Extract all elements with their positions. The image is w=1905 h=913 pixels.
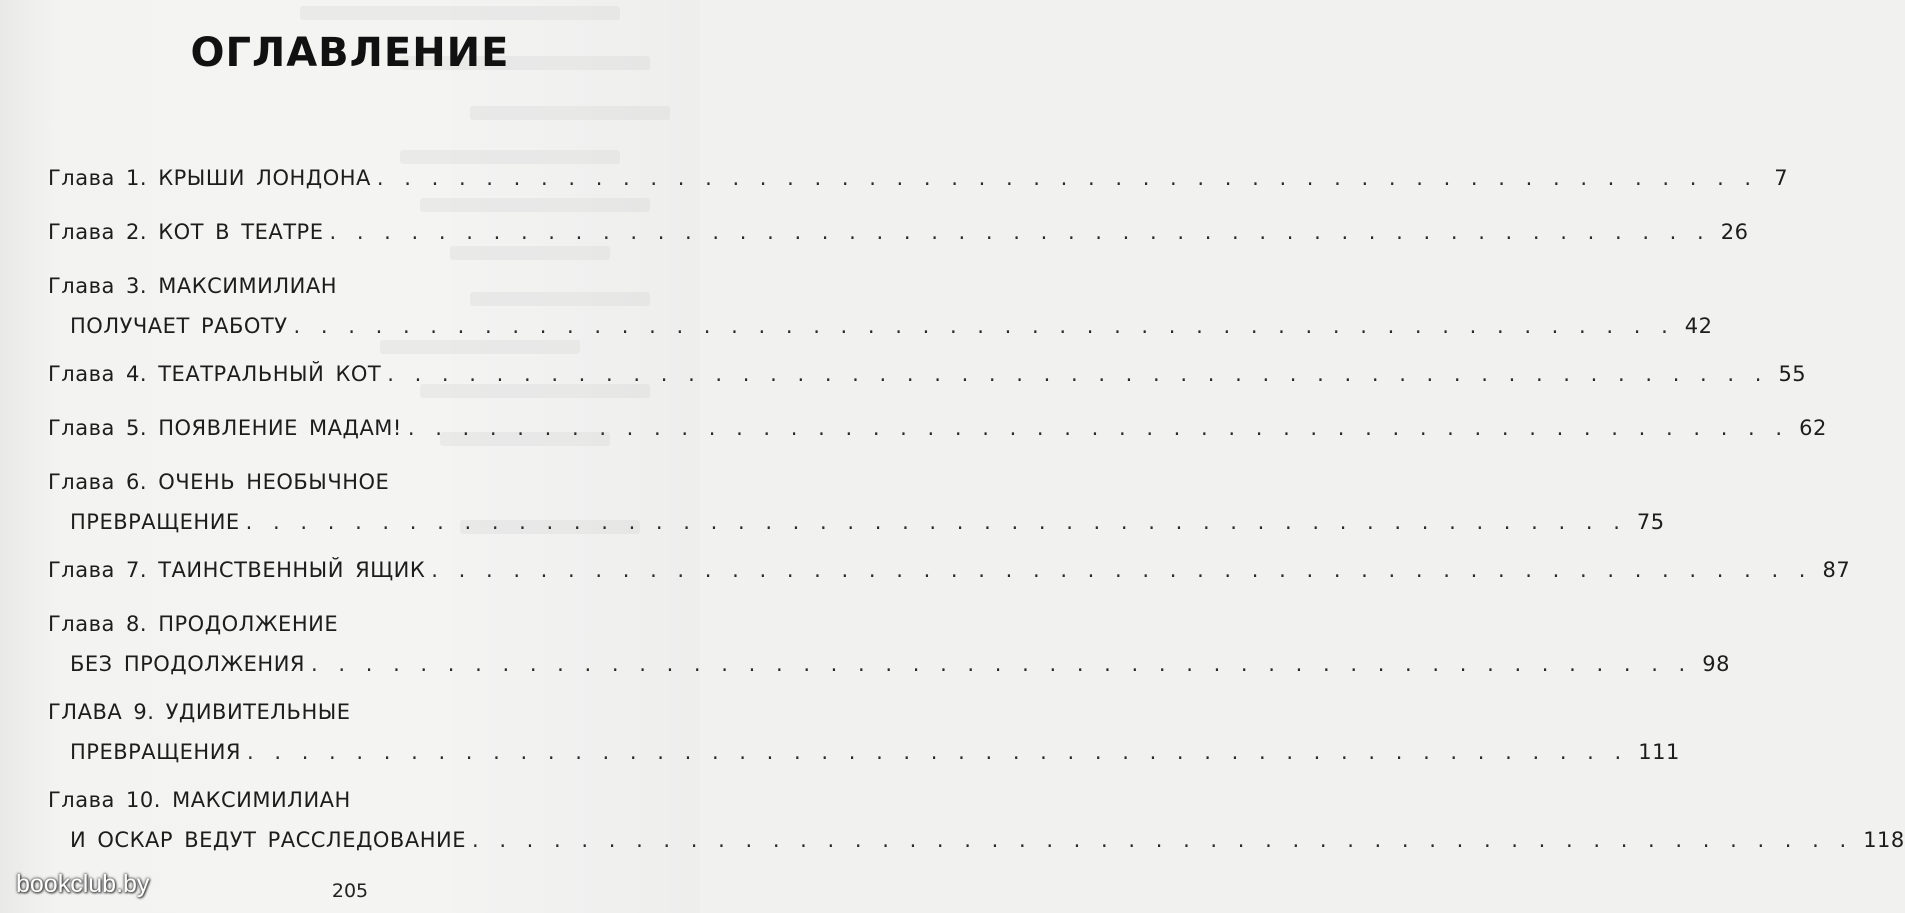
- toc-entry-8: [48, 612, 1730, 692]
- toc-line-continued: [48, 652, 1730, 692]
- watermark: bookclub.by: [16, 870, 150, 898]
- dot-leader: . . . . . . . . . . . . . . . . . . . . . . . . . . . . . . . . . . . . . . . . . . . . . . . . . . .: [471, 828, 1854, 852]
- chapter-title: Глава 6. ОЧЕНЬ НЕОБЫЧНОЕ: [48, 470, 390, 494]
- dot-leader: . . . . . . . . . . . . . . . . . . . . . . . . . . . . . . . . . . . . . . . . . . . . . . . . . . .: [247, 740, 1629, 764]
- page-ref: 7: [1774, 166, 1789, 190]
- dot-leader: . . . . . . . . . . . . . . . . . . . . . . . . . . . . . . . . . . . . . . . . . . . . . . . . . . .: [329, 220, 1711, 244]
- dot-leader: . . . . . . . . . . . . . . . . . . . . . . . . . . . . . . . . . . . . . . . . . . . . . . . . . . .: [387, 362, 1769, 386]
- toc-line: [48, 362, 1807, 402]
- toc-line: [48, 274, 618, 314]
- chapter-title: Глава 4. ТЕАТРАЛЬНЫЙ КОТ: [48, 362, 382, 386]
- chapter-title: Глава 3. МАКСИМИЛИАН: [48, 274, 337, 298]
- dot-leader: . . . . . . . . . . . . . . . . . . . . . . . . . . . . . . . . . . . . . . . . . . . . . . . . . . .: [407, 416, 1790, 440]
- toc-line: [48, 700, 618, 740]
- chapter-title-continued: ПРЕВРАЩЕНИЯ: [70, 740, 241, 764]
- toc-line-continued: [48, 828, 1905, 868]
- toc-line: [48, 416, 1827, 456]
- toc-line-continued: [48, 740, 1680, 780]
- chapter-title: Глава 10. МАКСИМИЛИАН: [48, 788, 351, 812]
- page-ref: 118: [1863, 828, 1905, 852]
- toc-line-continued: [48, 314, 1713, 354]
- toc-entry-6: [48, 470, 1665, 550]
- toc-entry-4: [48, 362, 1807, 402]
- toc-line: [48, 788, 618, 828]
- toc-line: [48, 612, 618, 652]
- page-ref: 75: [1636, 510, 1665, 534]
- toc-entry-3: [48, 274, 1713, 354]
- toc-entry-2: [48, 220, 1749, 260]
- page-ref: 26: [1720, 220, 1749, 244]
- chapter-title: Глава 8. ПРОДОЛЖЕНИЕ: [48, 612, 339, 636]
- chapter-title-continued: И ОСКАР ВЕДУТ РАССЛЕДОВАНИЕ: [70, 828, 466, 852]
- chapter-title-continued: ПРЕВРАЩЕНИЕ: [70, 510, 240, 534]
- toc-line: [48, 220, 1749, 260]
- dot-leader: . . . . . . . . . . . . . . . . . . . . . . . . . . . . . . . . . . . . . . . . . . . . . . . . . . .: [293, 314, 1675, 338]
- chapter-title: Глава 1. КРЫШИ ЛОНДОНА: [48, 166, 371, 190]
- page-ref: 42: [1684, 314, 1713, 338]
- chapter-title: ГЛАВА 9. УДИВИТЕЛЬНЫЕ: [48, 700, 351, 724]
- toc-entry-9: [48, 700, 1680, 780]
- dot-leader: . . . . . . . . . . . . . . . . . . . . . . . . . . . . . . . . . . . . . . . . . . . . . . . . . . .: [376, 166, 1759, 190]
- chapter-title: Глава 2. КОТ В ТЕАТРЕ: [48, 220, 324, 244]
- dot-leader: . . . . . . . . . . . . . . . . . . . . . . . . . . . . . . . . . . . . . . . . . . . . . . . . . . .: [245, 510, 1627, 534]
- toc-entry-5: [48, 416, 1827, 456]
- chapter-title-continued: ПОЛУЧАЕТ РАБОТУ: [70, 314, 288, 338]
- page-ref: 62: [1799, 416, 1827, 440]
- toc-line-continued: [48, 510, 1665, 550]
- dot-leader: . . . . . . . . . . . . . . . . . . . . . . . . . . . . . . . . . . . . . . . . . . . . . . . . . . .: [311, 652, 1693, 676]
- toc-line: [48, 470, 618, 510]
- toc-entry-10: [48, 788, 1905, 868]
- page-ref: 111: [1638, 740, 1680, 764]
- page-ref: 87: [1822, 558, 1851, 582]
- toc-line: [48, 558, 1851, 598]
- toc-line: [48, 166, 1789, 206]
- chapter-title-continued: БЕЗ ПРОДОЛЖЕНИЯ: [70, 652, 306, 676]
- page-number: 205: [331, 880, 369, 902]
- dot-leader: . . . . . . . . . . . . . . . . . . . . . . . . . . . . . . . . . . . . . . . . . . . . . . . . . . .: [431, 558, 1813, 582]
- chapter-title: Глава 7. ТАИНСТВЕННЫЙ ЯЩИК: [48, 558, 426, 582]
- chapter-title: Глава 5. ПОЯВЛЕНИЕ МАДАМ!: [48, 416, 402, 440]
- page-ref: 98: [1702, 652, 1730, 676]
- toc-entry-1: [48, 166, 1789, 206]
- toc-entry-7: [48, 558, 1851, 598]
- page-ref: 55: [1778, 362, 1807, 386]
- page-title: ОГЛАВЛЕНИЕ: [190, 30, 510, 76]
